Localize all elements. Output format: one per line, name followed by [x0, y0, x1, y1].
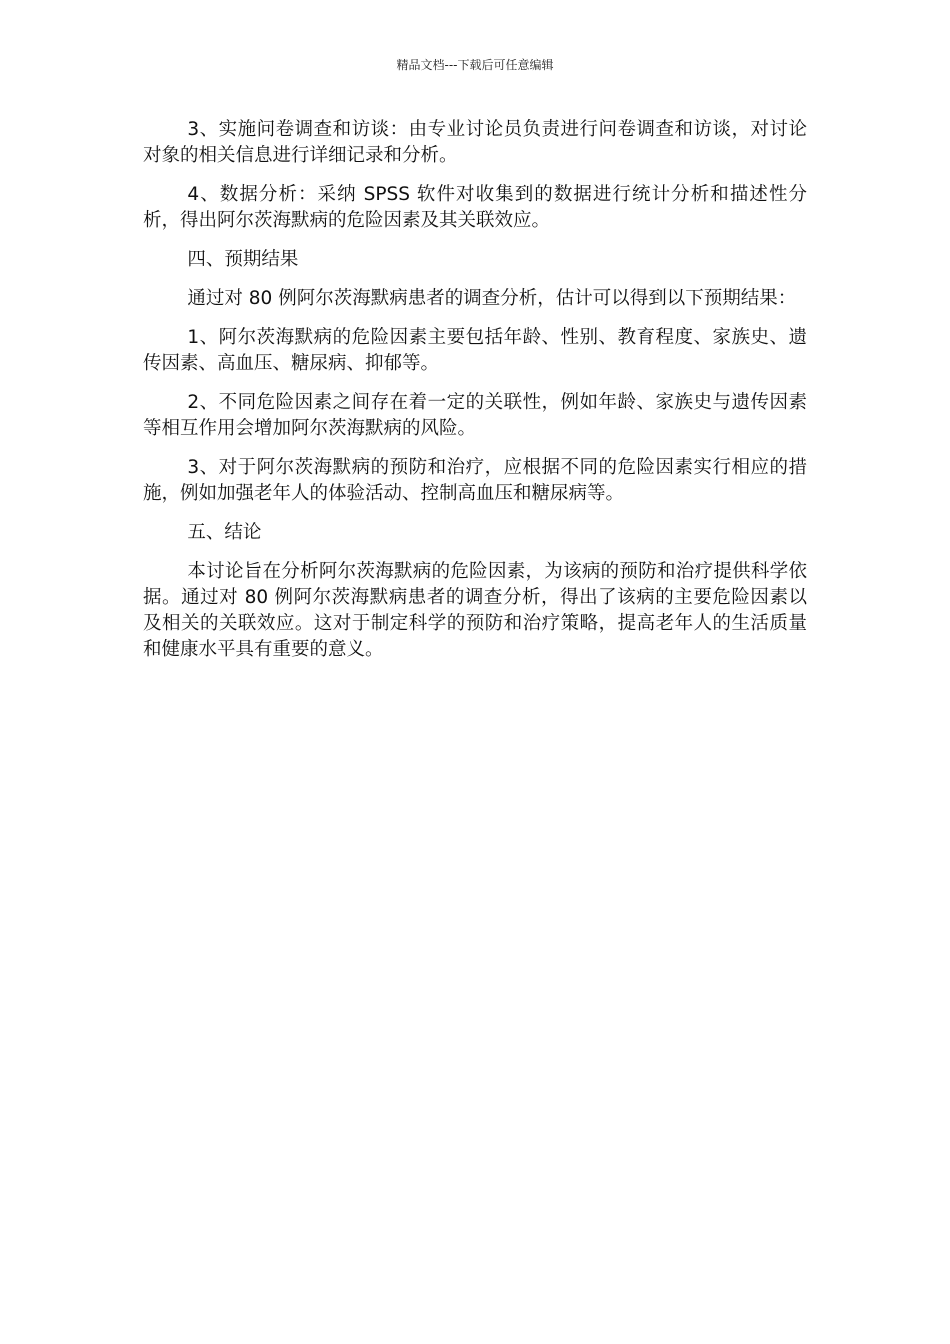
- paragraph-survey-method: 3、实施问卷调查和访谈：由专业讨论员负责进行问卷调查和访谈，对讨论对象的相关信息进行详细记录和分析。: [143, 119, 807, 166]
- paragraph-result-1: 1、阿尔茨海默病的危险因素主要包括年龄、性别、教育程度、家族史、遗传因素、高血压、糖尿病、抑郁等。: [143, 327, 807, 374]
- paragraph-expected-intro: 通过对 80 例阿尔茨海默病患者的调查分析，估计可以得到以下预期结果：: [187, 288, 797, 309]
- document-body: [143, 117, 807, 676]
- section-heading-expected-results: 四、预期结果: [187, 249, 299, 270]
- paragraph-result-3: 3、对于阿尔茨海默病的预防和治疗，应根据不同的危险因素实行相应的措施，例如加强老年人的体验活动、控制高血压和糖尿病等。: [143, 457, 807, 504]
- section-heading-conclusion: 五、结论: [187, 522, 262, 543]
- page-header: 精品文档---下载后可任意编辑: [396, 58, 554, 72]
- paragraph-data-analysis: 4、数据分析：采纳 SPSS 软件对收集到的数据进行统计分析和描述性分析，得出阿尔茨海默病的危险因素及其关联效应。: [143, 184, 807, 231]
- paragraph-result-2: 2、不同危险因素之间存在着一定的关联性，例如年龄、家族史与遗传因素等相互作用会增加阿尔茨海默病的风险。: [143, 392, 807, 439]
- paragraph-conclusion: 本讨论旨在分析阿尔茨海默病的危险因素，为该病的预防和治疗提供科学依据。通过对 80 例阿尔茨海默病患者的调查分析，得出了该病的主要危险因素以及相关的关联效应。这对于制定科学的预防和治疗策略，提高老年人的生活质量和健康水平具有重要的意义。: [143, 561, 807, 660]
